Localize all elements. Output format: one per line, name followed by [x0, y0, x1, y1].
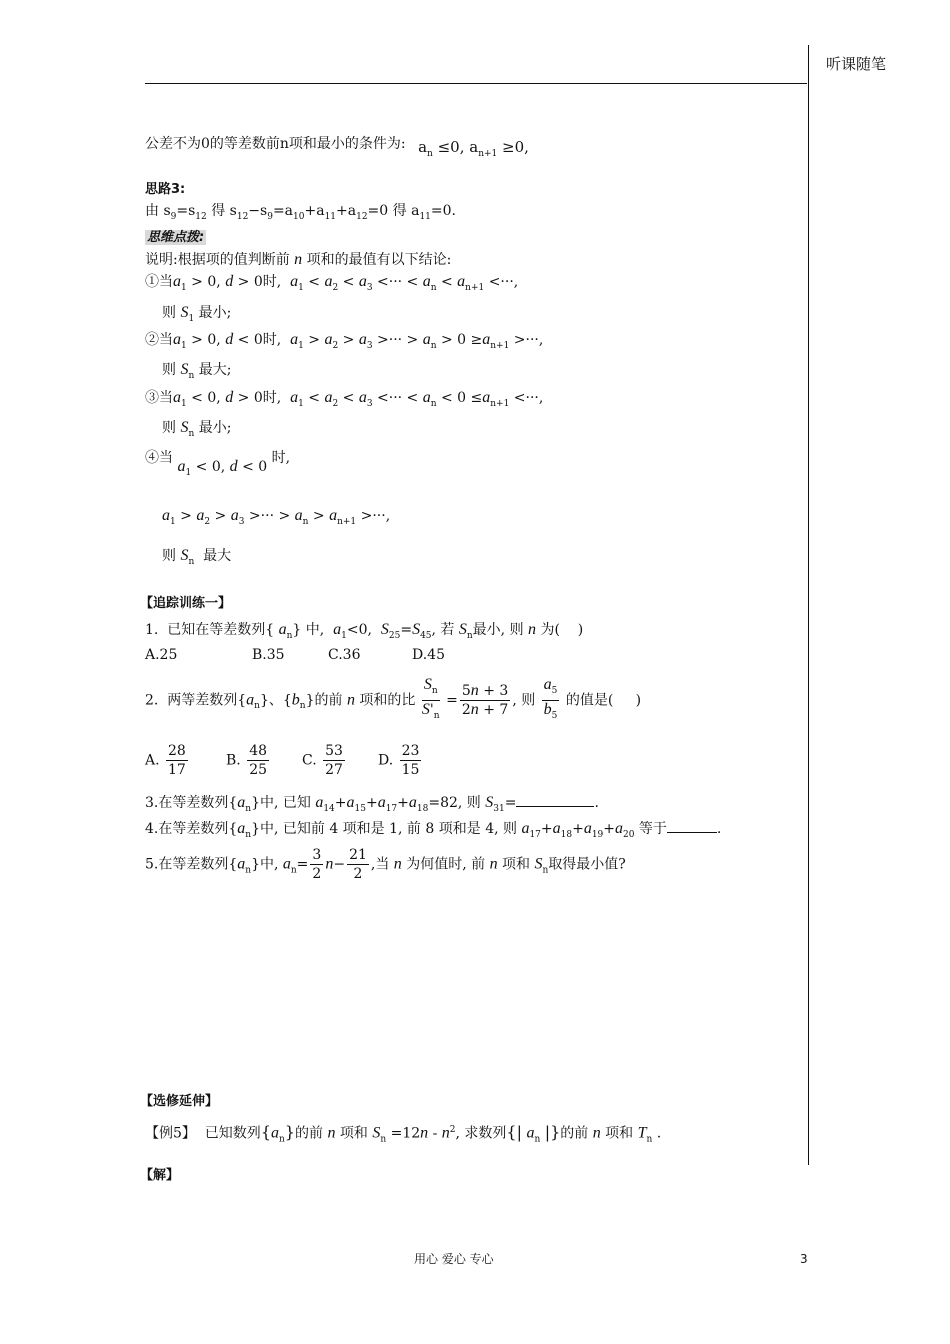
case3-condition: ③当$a_1 < 0$, d > 0时, $a_1 < a_2 < a_3$ <··· < $a_n < 0 \le a_{n+1}$ <···, — [145, 389, 544, 409]
condition-formula: $a_n \le 0$, $a_{n+1} \ge 0$, — [418, 138, 529, 159]
q1-option-d: D.45 — [412, 647, 445, 663]
question-2: 2. 两等差数列$\{a_n\}$、$\{b_n\}$的前 n 项和的比 $\frac{S_n}{S'_n}$ = $\frac{5n + 3}{2n + 7}$ , 则 $\frac{a_5}{b_5}$ 的值是( ) — [145, 676, 642, 721]
sidebar-divider — [808, 45, 809, 1165]
condition-text: 公差不为0的等差数前n项和最小的条件为: — [145, 136, 406, 152]
case4-result: 则 $S_n$ 最大 — [162, 547, 232, 567]
condition-line — [145, 133, 529, 160]
tips-intro: 说明:根据项的值判断前 n 项和的最值有以下结论: — [145, 251, 452, 268]
q2-option-c: C. $\frac{53}{27}$ — [302, 743, 343, 778]
q1-option-c: C.36 — [328, 647, 361, 663]
training-title: 【追踪训练一】 — [140, 596, 232, 611]
page-number: 3 — [800, 1252, 808, 1266]
case1-condition: ①当$a_1 > 0$, d > 0时, $a_1 < a_2 < a_3$ <··· < $a_n < a_{n+1}$ <···, — [145, 273, 519, 293]
example-5: 【例5】 已知数列$\{a_n\}$的前 n 项和 $S_n =12n - n^2$, 求数列{| $a_n$ |}的前 n 项和 $T_n$ . — [145, 1122, 662, 1145]
solution-label: 【解】 — [140, 1168, 180, 1183]
idea3-text: 由 $s_9=s_{12}$ 得 $s_{12}-s_9=a_{10}+a_{11}+a_{12}=0$ 得 $a_{11}=0$. — [145, 203, 456, 222]
sidebar-title: 听课随笔 — [826, 55, 887, 73]
footer-motto: 用心 爱心 专心 — [414, 1252, 494, 1266]
case4-condition: ④当 $a_1 < 0$, d < 0 时, — [145, 450, 291, 478]
extension-title: 【选修延伸】 — [140, 1094, 219, 1109]
q1-option-a: A.25 — [145, 647, 178, 663]
case2-result: 则 $S_n$ 最大; — [162, 361, 232, 381]
case3-result: 则 $S_n$ 最小; — [162, 419, 232, 439]
q2-option-b: B. $\frac{48}{25}$ — [226, 743, 268, 778]
case4-chain: $a_1 > a_2 > a_3$ >··· > $a_n > a_{n+1}$ >···, — [162, 507, 391, 527]
question-3: 3.在等差数列$\{a_n\}$中, 已知 $a_{14}+a_{15}+a_{17}+a_{18}=82$, 则 $S_{31}=$ . — [145, 794, 599, 814]
case1-result: 则 $S_1$ 最小; — [162, 304, 232, 324]
question-1: 1. 已知在等差数列{ $a_n$} 中, $a_1<0$, $S_{25}=S_{45}$, 若 $S_n$最小, 则 n 为( ) — [145, 621, 584, 641]
question-5: 5.在等差数列$\{a_n\}$中, $a_n=$ $\frac{3}{2}$ n− $\frac{21}{2}$ ,当 n 为何值时, 前 n 项和 $S_n$取得最小值? — [145, 847, 626, 882]
q2-option-d: D. $\frac{23}{15}$ — [378, 743, 420, 778]
q2-option-a: A. $\frac{28}{17}$ — [145, 743, 186, 778]
idea3-title: 思路3: — [145, 182, 186, 197]
top-rule — [145, 83, 807, 84]
q1-option-b: B.35 — [252, 647, 285, 663]
case2-condition: ②当$a_1 > 0$, d < 0时, $a_1 > a_2 > a_3$ >··· > $a_n > 0 \ge a_{n+1}$ >···, — [145, 331, 544, 351]
tips-title: 思维点拨: — [147, 230, 205, 245]
question-4: 4.在等差数列$\{a_n\}$中, 已知前 4 项和是 1, 前 8 项和是 4, 则 $a_{17}+a_{18}+a_{19}+a_{20}$ 等于 . — [145, 820, 722, 840]
